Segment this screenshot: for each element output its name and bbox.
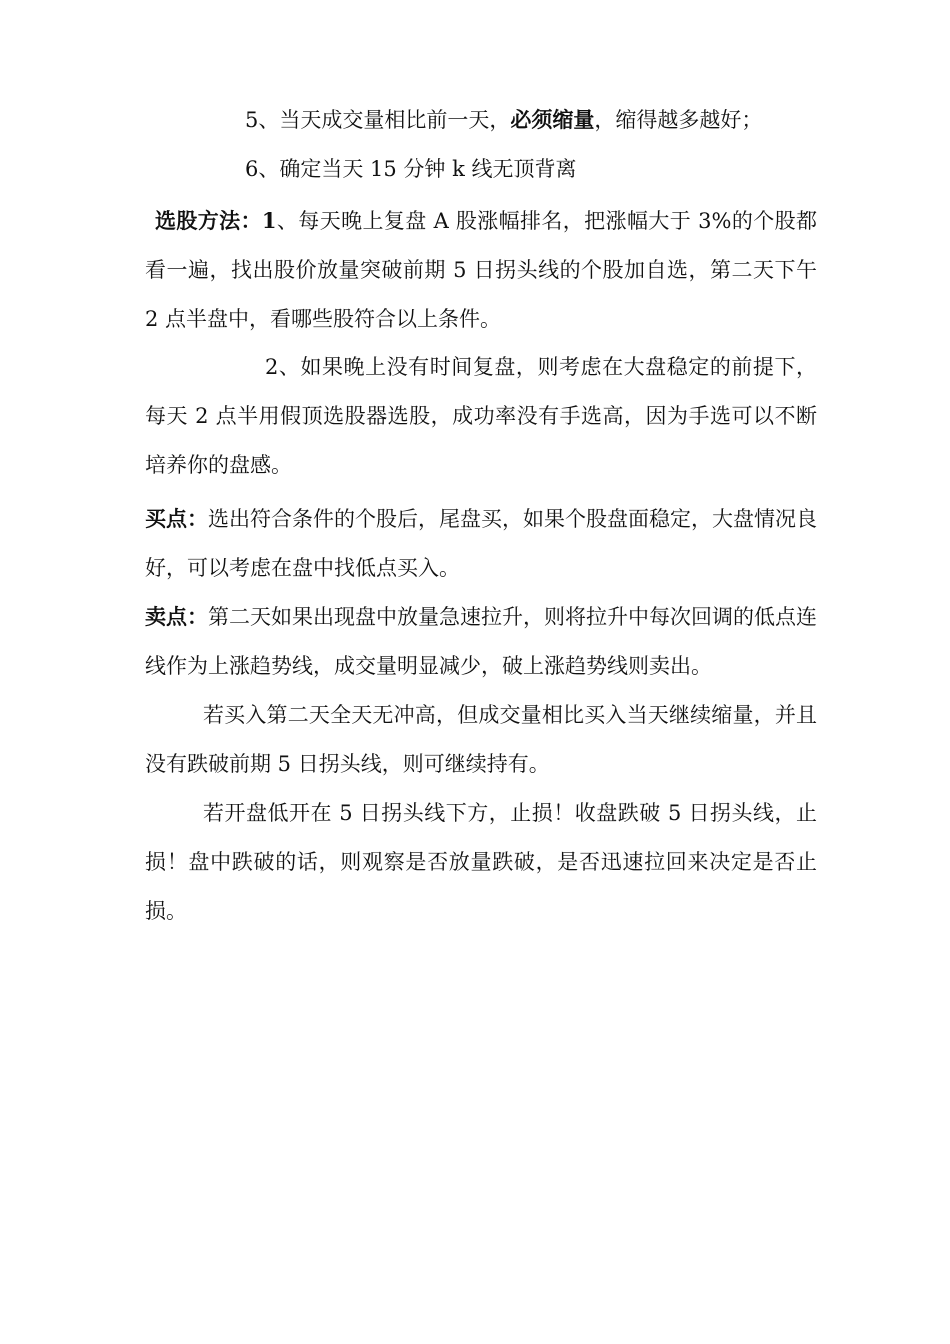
buy-text: 选出符合条件的个股后，尾盘买，如果个股盘面稳定，大盘情况良好，可以考虑在盘中找低点买入。: [145, 507, 817, 580]
buy-label: 买点：: [145, 507, 208, 531]
sell-label: 卖点：: [145, 605, 208, 629]
stock-selection-method-2: 2、如果晚上没有时间复盘，则考虑在大盘稳定的前提下，每天 2 点半用假顶选股器选股，成功率没有手选高，因为手选可以不断培养你的盘感。: [145, 355, 817, 477]
selection-text: 、每天晚上复盘 A 股涨幅排名，把涨幅大于 3%的个股都看一遍，找出股价放量突破前期 5 日拐头线的个股加自选，第二天下午 2 点半盘中，看哪些股符合以上条件。: [145, 209, 817, 331]
condition-item-6: 6、确定当天 15 分钟 k 线无顶背离: [245, 157, 577, 181]
selection-label: 选股方法：: [155, 209, 262, 233]
sell-text: 第二天如果出现盘中放量急速拉升，则将拉升中每次回调的低点连线作为上涨趋势线，成交量明显减少，破上涨趋势线则卖出。: [145, 605, 817, 678]
item-5-suffix: ，缩得越多越好；: [594, 108, 763, 132]
sell-point: [145, 593, 817, 691]
selection-number: 1: [261, 208, 277, 233]
buy-point: [145, 495, 817, 593]
stop-loss-rule: 若开盘低开在 5 日拐头线下方，止损！收盘跌破 5 日拐头线，止损！盘中跌破的话，则观察是否放量跌破，是否迅速拉回来决定是否止损。: [145, 801, 817, 923]
stock-selection-method: [145, 196, 817, 344]
item-5-prefix: 5、当天成交量相比前一天，: [245, 108, 511, 132]
hold-rule: 若买入第二天全天无冲高，但成交量相比买入当天继续缩量，并且没有跌破前期 5 日拐头线，则可继续持有。: [145, 703, 817, 776]
item-5-emphasis: 必须缩量: [510, 108, 595, 132]
condition-item-5: [145, 96, 817, 145]
